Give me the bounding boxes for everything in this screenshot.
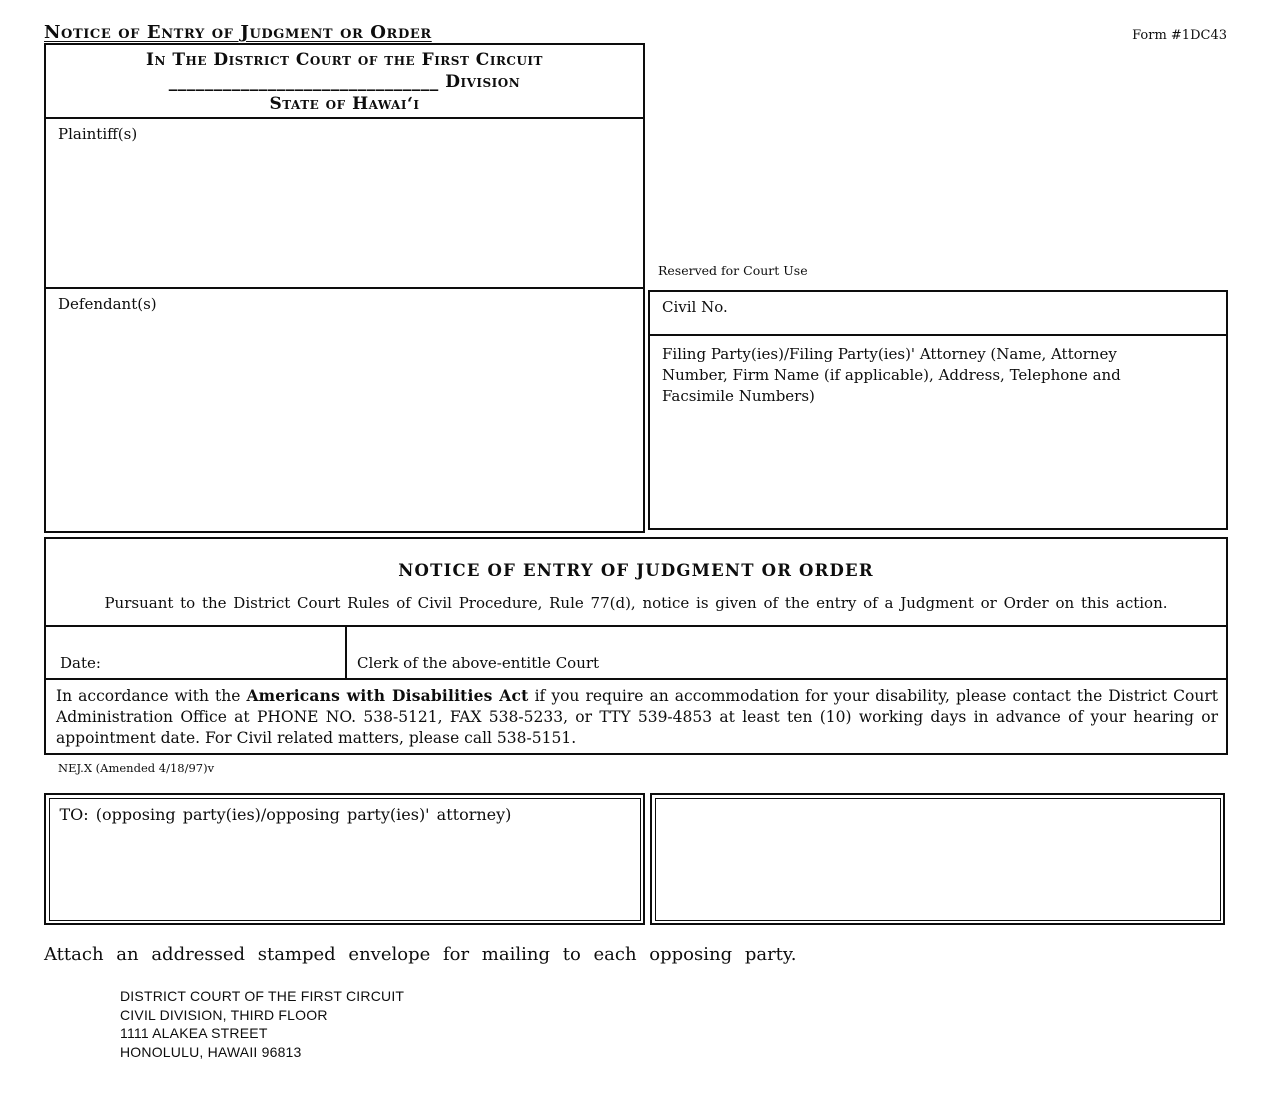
ada-notice <box>46 678 1226 753</box>
revision-note: NEJ.X (Amended 4/18/97)v <box>58 761 215 775</box>
notice-section <box>46 539 1226 625</box>
mailing-address-block <box>120 987 404 1061</box>
page-title: Notice of Entry of Judgment or Order <box>44 22 432 43</box>
reserved-court-use-label: Reserved for Court Use <box>658 263 808 278</box>
to-address-box <box>44 793 645 925</box>
court-stamp-box <box>650 793 1225 925</box>
mailing-address-line: CIVIL DIVISION, THIRD FLOOR <box>120 1006 328 1023</box>
notice-heading: NOTICE OF ENTRY OF JUDGMENT OR ORDER <box>398 561 874 580</box>
clerk-label: Clerk of the above-entitle Court <box>357 654 600 672</box>
date-label: Date: <box>60 654 101 672</box>
plaintiff-label: Plaintiff(s) <box>58 125 138 143</box>
mailing-address-line: HONOLULU, HAWAII 96813 <box>120 1043 302 1060</box>
form-number: Form #1DC43 <box>1132 28 1227 43</box>
filing-party-label: Filing Party(ies)/Filing Party(ies)' Attorney (Name, Attorney Number, Firm Name (if applicable), Address, Telephone and Facsimile Numbers) <box>662 345 1121 405</box>
court-header-box <box>46 45 643 117</box>
attach-instruction: Attach an addressed stamped envelope for mailing to each opposing party. <box>44 944 797 965</box>
state-line: State of Hawaiʻi <box>269 94 420 114</box>
caption-left-column <box>44 43 645 533</box>
ada-text-before: In accordance with the <box>56 687 247 705</box>
ada-text-bold: Americans with Disabilities Act <box>246 686 529 705</box>
ada-text-after: if you require an accommodation for your disability, please contact the District Court Administration Office at PHONE NO. 538-5121, FAX 538-5233, or TTY 539-4853 at least ten (10) working days in advance of your hearing or appointment date. For Civil related matters, please call 538-5151. <box>56 687 1218 747</box>
division-label: Division <box>438 72 521 92</box>
notice-body: Pursuant to the District Court Rules of Civil Procedure, Rule 77(d), notice is given of the entry of a Judgment or Order on this action. <box>104 594 1168 612</box>
defendant-label: Defendant(s) <box>58 295 157 313</box>
mailing-address-line: 1111 ALAKEA STREET <box>120 1025 268 1041</box>
court-stamp-field[interactable] <box>655 798 1221 921</box>
caption-right-column <box>648 290 1228 530</box>
civil-no-label: Civil No. <box>662 298 728 316</box>
division-line <box>46 71 643 93</box>
notice-block <box>44 537 1228 755</box>
division-blank-field[interactable]: ______________________________ <box>168 72 439 92</box>
defendant-field[interactable] <box>46 287 643 531</box>
civil-no-field[interactable] <box>650 292 1226 334</box>
date-clerk-row <box>46 625 1226 678</box>
mailing-address-line: DISTRICT COURT OF THE FIRST CIRCUIT <box>120 988 405 1004</box>
court-name-line: In The District Court of the First Circuit <box>146 50 543 70</box>
to-label: TO: (opposing party(ies)/opposing party(ies)' attorney) <box>59 804 512 824</box>
clerk-signature-area[interactable] <box>347 627 1226 678</box>
plaintiff-field[interactable] <box>46 117 643 287</box>
filing-party-field[interactable] <box>650 334 1226 528</box>
date-field[interactable] <box>46 627 347 678</box>
to-address-field[interactable] <box>49 798 641 921</box>
